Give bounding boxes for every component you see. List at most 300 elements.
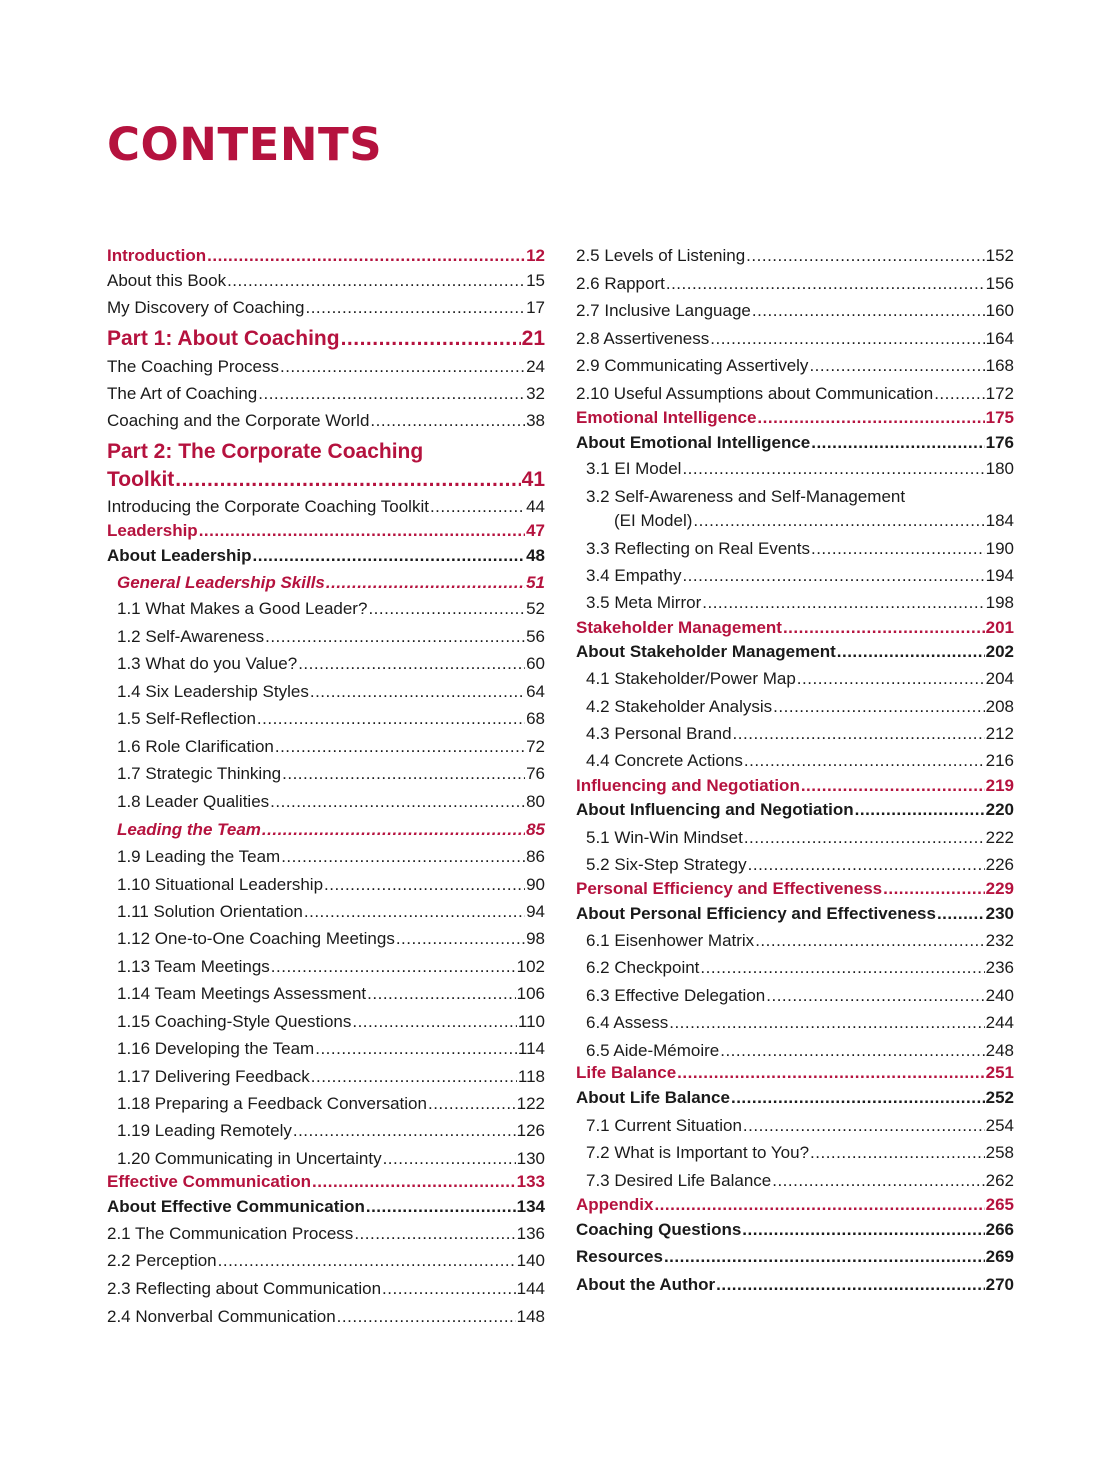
toc-entry-label: 2.10 Useful Assumptions about Communication <box>576 384 934 403</box>
dot-leader <box>752 302 985 319</box>
toc-entry-label: 3.1 EI Model <box>586 459 682 478</box>
dot-leader <box>352 1013 517 1030</box>
page-title: CONTENTS <box>107 118 383 171</box>
toc-entry-label: About Life Balance <box>576 1088 730 1107</box>
toc-entry <box>576 512 1014 529</box>
toc-entry-label: About Stakeholder Management <box>576 642 836 661</box>
dot-leader <box>731 1089 985 1106</box>
toc-about-entry <box>576 801 1014 818</box>
toc-entry-label: 2.6 Rapport <box>576 274 665 293</box>
toc-page-number: 220 <box>985 800 1014 819</box>
toc-page-number: 152 <box>985 246 1014 265</box>
toc-page-number: 226 <box>985 855 1014 874</box>
toc-page-number: 202 <box>985 642 1014 661</box>
toc-entry-label: 2.5 Levels of Listening <box>576 246 746 265</box>
toc-entry <box>107 385 545 402</box>
toc-entry-label: About this Book <box>107 271 227 290</box>
toc-entry <box>576 959 1014 976</box>
dot-leader <box>783 619 985 636</box>
toc-entry-label: 7.2 What is Important to You? <box>586 1143 810 1162</box>
toc-page-number: 240 <box>985 986 1014 1005</box>
dot-leader <box>716 1276 985 1293</box>
toc-section-heading <box>107 1173 545 1190</box>
dot-leader <box>742 1221 984 1238</box>
toc-page-number: 168 <box>985 356 1014 375</box>
dot-leader <box>218 1252 516 1269</box>
dot-leader <box>258 385 525 402</box>
toc-entry-label: The Coaching Process <box>107 357 279 376</box>
dot-leader <box>304 903 525 920</box>
toc-page-number: 208 <box>985 697 1014 716</box>
toc-entry-label: Appendix <box>576 1195 654 1214</box>
toc-about-entry <box>576 1276 1014 1293</box>
dot-leader <box>207 247 525 264</box>
toc-entry <box>576 1042 1014 1059</box>
dot-leader <box>396 930 525 947</box>
toc-entry-label: About Emotional Intelligence <box>576 433 811 452</box>
toc-entry-label: 1.8 Leader Qualities <box>117 792 270 811</box>
toc-entry-label: Resources <box>576 1247 663 1266</box>
dot-leader <box>797 670 985 687</box>
toc-page-number: 160 <box>985 301 1014 320</box>
dot-leader <box>746 247 984 264</box>
toc-page-number: 94 <box>526 902 545 921</box>
dot-leader <box>275 738 525 755</box>
toc-entry-label: 1.9 Leading the Team <box>117 847 281 866</box>
toc-entry-label: 3.4 Empathy <box>586 566 682 585</box>
toc-page-number: 251 <box>985 1063 1014 1082</box>
toc-entry-label: 1.11 Solution Orientation <box>117 902 303 921</box>
toc-section-heading <box>107 247 545 264</box>
toc-page-number: 17 <box>526 298 545 317</box>
toc-entry <box>107 358 545 375</box>
toc-page-number: 140 <box>516 1251 545 1270</box>
toc-entry <box>107 1252 545 1269</box>
toc-entry-label: 2.2 Perception <box>107 1251 217 1270</box>
toc-page-number: 133 <box>516 1172 545 1191</box>
dot-leader <box>280 358 525 375</box>
toc-entry-label: About the Author <box>576 1275 716 1294</box>
toc-entry <box>107 299 545 316</box>
toc-entry-label: 1.15 Coaching-Style Questions <box>117 1012 352 1031</box>
dot-leader <box>227 272 525 289</box>
toc-entry-label: 5.2 Six-Step Strategy <box>586 855 747 874</box>
toc-page-number: 216 <box>985 751 1014 770</box>
toc-page-number: 144 <box>516 1279 545 1298</box>
toc-entry-label: 1.5 Self-Reflection <box>117 709 256 728</box>
toc-entry <box>576 670 1014 687</box>
dot-leader <box>337 1308 516 1325</box>
toc-page-number: 270 <box>985 1275 1014 1294</box>
dot-leader <box>669 1014 984 1031</box>
toc-page-number: 236 <box>985 958 1014 977</box>
toc-about-entry <box>107 1198 545 1215</box>
toc-page-number: 110 <box>517 1012 545 1031</box>
toc-page-number: 80 <box>526 792 545 811</box>
toc-entry-label: My Discovery of Coaching <box>107 298 305 317</box>
dot-leader <box>262 821 525 838</box>
dot-leader <box>772 1172 984 1189</box>
dot-leader <box>855 801 985 818</box>
toc-page-number: 248 <box>985 1041 1014 1060</box>
dot-leader <box>666 275 985 292</box>
toc-page-number: 269 <box>985 1247 1014 1266</box>
toc-page-number: 47 <box>526 521 545 540</box>
toc-page-number: 60 <box>526 654 545 673</box>
toc-page-number: 90 <box>526 875 545 894</box>
toc-part-heading <box>107 441 545 462</box>
toc-part-heading <box>107 469 545 490</box>
toc-page-number: 72 <box>526 737 545 756</box>
dot-leader <box>312 1173 516 1190</box>
dot-leader <box>271 958 516 975</box>
toc-section-heading <box>107 522 545 539</box>
toc-entry-label: 6.1 Eisenhower Matrix <box>586 931 755 950</box>
toc-entry <box>107 498 545 515</box>
toc-entry <box>576 594 1014 611</box>
toc-entry-label: 1.13 Team Meetings <box>117 957 270 976</box>
toc-entry <box>576 385 1014 402</box>
toc-entry <box>107 600 545 617</box>
toc-entry <box>107 683 545 700</box>
toc-page-number: 201 <box>985 618 1014 637</box>
dot-leader <box>744 752 985 769</box>
toc-page-number: 175 <box>985 408 1014 427</box>
toc-about-entry <box>576 643 1014 660</box>
dot-leader <box>811 540 985 557</box>
toc-page-number: 219 <box>985 776 1014 795</box>
dot-leader <box>748 856 985 873</box>
dot-leader <box>305 299 525 316</box>
toc-page-number: 48 <box>526 546 545 565</box>
dot-leader <box>370 412 525 429</box>
dot-leader <box>809 357 984 374</box>
toc-page-number: 51 <box>526 573 545 592</box>
toc-page-number: 32 <box>526 384 545 403</box>
toc-entry-label: 1.12 One-to-One Coaching Meetings <box>117 929 395 948</box>
toc-page-number: 222 <box>985 828 1014 847</box>
toc-entry-label: 1.7 Strategic Thinking <box>117 764 282 783</box>
dot-leader <box>702 594 984 611</box>
toc-page-number: 176 <box>985 433 1014 452</box>
toc-section-heading <box>576 1064 1014 1081</box>
toc-entry <box>576 1172 1014 1189</box>
toc-entry-label: Introduction <box>107 246 207 265</box>
dot-leader <box>755 932 984 949</box>
toc-entry-label: 6.3 Effective Delegation <box>586 986 766 1005</box>
toc-entry-label: Influencing and Negotiation <box>576 776 800 795</box>
toc-page-number: 156 <box>985 274 1014 293</box>
dot-leader <box>282 765 525 782</box>
toc-entry-label: 2.4 Nonverbal Communication <box>107 1307 336 1326</box>
toc-entry <box>107 1225 545 1242</box>
toc-about-entry <box>576 1221 1014 1238</box>
toc-section-heading <box>576 619 1014 636</box>
toc-entry <box>107 412 545 429</box>
toc-entry-label: General Leadership Skills <box>117 573 325 592</box>
toc-page-number: 232 <box>985 931 1014 950</box>
toc-entry-label: About Leadership <box>107 546 252 565</box>
toc-entry-label: 1.20 Communicating in Uncertainty <box>117 1149 382 1168</box>
toc-page-number: 106 <box>516 984 545 1003</box>
toc-entry-label: 4.4 Concrete Actions <box>586 751 743 770</box>
toc-entry <box>107 985 545 1002</box>
toc-page-number: 52 <box>526 599 545 618</box>
toc-entry <box>107 738 545 755</box>
toc-section-heading <box>576 1196 1014 1213</box>
toc-entry <box>576 540 1014 557</box>
toc-entry-label: Introducing the Corporate Coaching Toolkit <box>107 497 429 516</box>
toc-entry-label: 5.1 Win-Win Mindset <box>586 828 743 847</box>
dot-leader <box>693 512 984 529</box>
toc-page-number: 44 <box>526 497 545 516</box>
toc-entry-label: 7.3 Desired Life Balance <box>586 1171 772 1190</box>
toc-about-entry <box>576 1248 1014 1265</box>
dot-leader <box>382 1280 516 1297</box>
dot-leader <box>682 567 984 584</box>
toc-page-number: 68 <box>526 709 545 728</box>
dot-leader <box>428 1095 516 1112</box>
toc-section-heading <box>576 880 1014 897</box>
toc-entry-label: 7.1 Current Situation <box>586 1116 742 1135</box>
toc-entry <box>107 1040 545 1057</box>
toc-entry <box>576 987 1014 1004</box>
toc-entry-label: Emotional Intelligence <box>576 408 757 427</box>
toc-page-number: 265 <box>985 1195 1014 1214</box>
dot-leader <box>199 522 525 539</box>
toc-subsection-heading <box>107 574 545 591</box>
dot-leader <box>710 330 984 347</box>
dot-leader <box>341 328 521 349</box>
toc-entry-label: 1.19 Leading Remotely <box>117 1121 292 1140</box>
toc-entry <box>107 1122 545 1139</box>
toc-page-number: 252 <box>985 1088 1014 1107</box>
toc-entry <box>107 1068 545 1085</box>
dot-leader <box>733 725 985 742</box>
toc-entry <box>107 793 545 810</box>
toc-entry <box>107 930 545 947</box>
toc-entry-label: Coaching Questions <box>576 1220 742 1239</box>
toc-entry-label: 1.14 Team Meetings Assessment <box>117 984 367 1003</box>
dot-leader <box>293 1122 516 1139</box>
toc-entry-label: 1.18 Preparing a Feedback Conversation <box>117 1094 427 1113</box>
dot-leader <box>354 1225 515 1242</box>
dot-leader <box>937 905 985 922</box>
toc-page-number: 122 <box>516 1094 545 1113</box>
toc-entry-label: Stakeholder Management <box>576 618 782 637</box>
toc-entry <box>107 1150 545 1167</box>
toc-page-number: 258 <box>985 1143 1014 1162</box>
toc-entry-label: About Influencing and Negotiation <box>576 800 854 819</box>
dot-leader <box>801 777 985 794</box>
toc-entry <box>576 752 1014 769</box>
toc-entry-label: 1.6 Role Clarification <box>117 737 274 756</box>
toc-entry <box>107 1308 545 1325</box>
dot-leader <box>367 985 515 1002</box>
dot-leader <box>664 1248 985 1265</box>
toc-entry <box>576 275 1014 292</box>
toc-entry <box>576 698 1014 715</box>
toc-entry <box>107 876 545 893</box>
toc-entry-label: 3.2 Self-Awareness and Self-Management <box>586 487 906 506</box>
toc-entry <box>107 710 545 727</box>
toc-entry <box>576 1144 1014 1161</box>
toc-entry <box>576 247 1014 264</box>
toc-entry-label: 1.2 Self-Awareness <box>117 627 265 646</box>
toc-entry-label: Leading the Team <box>117 820 261 839</box>
toc-entry-label: 1.10 Situational Leadership <box>117 875 324 894</box>
toc-page-number: 21 <box>521 327 545 350</box>
toc-page-number: 190 <box>985 539 1014 558</box>
dot-leader <box>324 876 525 893</box>
toc-page-number: 126 <box>516 1121 545 1140</box>
toc-page-number: 212 <box>985 724 1014 743</box>
toc-entry-label: 6.5 Aide-Mémoire <box>586 1041 720 1060</box>
toc-entry-label: 2.3 Reflecting about Communication <box>107 1279 382 1298</box>
dot-leader <box>743 1117 985 1134</box>
dot-leader <box>368 600 525 617</box>
dot-leader <box>310 683 525 700</box>
dot-leader <box>311 1068 517 1085</box>
dot-leader <box>298 655 525 672</box>
toc-entry <box>576 932 1014 949</box>
dot-leader <box>281 848 525 865</box>
toc-page-number: 98 <box>526 929 545 948</box>
toc-entry-label: 1.17 Delivering Feedback <box>117 1067 310 1086</box>
toc-entry-label: 3.5 Meta Mirror <box>586 593 702 612</box>
dot-leader <box>315 1040 517 1057</box>
dot-leader <box>654 1196 984 1213</box>
toc-page-number: 118 <box>517 1067 545 1086</box>
dot-leader <box>430 498 525 515</box>
toc-entry <box>107 1280 545 1297</box>
toc-page-number: 41 <box>521 468 545 491</box>
toc-page-number: 114 <box>517 1039 545 1058</box>
toc-entry-label: Effective Communication <box>107 1172 312 1191</box>
toc-page-number: 172 <box>985 384 1014 403</box>
toc-section-heading <box>576 409 1014 426</box>
toc-entry <box>107 903 545 920</box>
toc-page-number: 76 <box>526 764 545 783</box>
toc-entry-label: Personal Efficiency and Effectiveness <box>576 879 883 898</box>
toc-page-number: 254 <box>985 1116 1014 1135</box>
toc-entry-label: 6.2 Checkpoint <box>586 958 700 977</box>
toc-entry-label: 1.4 Six Leadership Styles <box>117 682 309 701</box>
dot-leader <box>720 1042 984 1059</box>
toc-entry-label: Leadership <box>107 521 198 540</box>
dot-leader <box>837 643 985 660</box>
toc-entry-label: (EI Model) <box>614 511 693 530</box>
toc-entry-label: Coaching and the Corporate World <box>107 411 370 430</box>
toc-entry-label: 2.7 Inclusive Language <box>576 301 751 320</box>
toc-entry <box>107 1095 545 1112</box>
toc-entry <box>576 856 1014 873</box>
toc-page-number: 12 <box>526 246 545 265</box>
toc-entry-label: Part 2: The Corporate Coaching <box>107 440 424 463</box>
toc-page-number: 130 <box>516 1149 545 1168</box>
toc-page-number: 184 <box>985 511 1014 530</box>
dot-leader <box>257 710 525 727</box>
toc-entry <box>107 272 545 289</box>
toc-entry-label: 2.8 Assertiveness <box>576 329 710 348</box>
toc-entry <box>107 655 545 672</box>
toc-about-entry <box>576 434 1014 451</box>
toc-entry-label: About Effective Communication <box>107 1197 365 1216</box>
toc-about-entry <box>107 547 545 564</box>
toc-entry <box>107 848 545 865</box>
toc-page-number: 56 <box>526 627 545 646</box>
dot-leader <box>811 434 984 451</box>
toc-entry <box>576 488 1014 505</box>
dot-leader <box>383 1150 516 1167</box>
dot-leader <box>265 628 525 645</box>
toc-page-number: 229 <box>985 879 1014 898</box>
toc-entry-label: Life Balance <box>576 1063 677 1082</box>
dot-leader <box>744 829 985 846</box>
toc-page-number: 148 <box>516 1307 545 1326</box>
toc-about-entry <box>576 1089 1014 1106</box>
toc-page-number: 244 <box>985 1013 1014 1032</box>
dot-leader <box>366 1198 516 1215</box>
dot-leader <box>883 880 985 897</box>
toc-entry <box>576 302 1014 319</box>
toc-page-number: 24 <box>526 357 545 376</box>
toc-page-number: 164 <box>985 329 1014 348</box>
toc-page-number: 230 <box>985 904 1014 923</box>
toc-page-number: 64 <box>526 682 545 701</box>
toc-entry-label: Part 1: About Coaching <box>107 327 340 350</box>
toc-page-number: 194 <box>985 566 1014 585</box>
toc-page-number: 86 <box>526 847 545 866</box>
dot-leader <box>677 1064 984 1081</box>
toc-entry <box>107 765 545 782</box>
toc-entry <box>107 958 545 975</box>
dot-leader <box>270 793 525 810</box>
toc-page-number: 134 <box>516 1197 545 1216</box>
toc-entry <box>107 628 545 645</box>
toc-section-heading <box>576 777 1014 794</box>
dot-leader <box>810 1144 985 1161</box>
toc-entry-label: About Personal Efficiency and Effectiveness <box>576 904 936 923</box>
toc-entry-label: 1.16 Developing the Team <box>117 1039 315 1058</box>
toc-entry <box>576 725 1014 742</box>
toc-page-number: 262 <box>985 1171 1014 1190</box>
toc-page-number: 102 <box>516 957 545 976</box>
toc-entry-label: 1.3 What do you Value? <box>117 654 298 673</box>
dot-leader <box>773 698 984 715</box>
dot-leader <box>766 987 984 1004</box>
toc-entry-label: The Art of Coaching <box>107 384 258 403</box>
toc-subsection-heading <box>107 821 545 838</box>
toc-entry-label: 4.1 Stakeholder/Power Map <box>586 669 796 688</box>
dot-leader <box>326 574 525 591</box>
toc-page-number: 38 <box>526 411 545 430</box>
toc-about-entry <box>576 905 1014 922</box>
toc-page-number: 85 <box>526 820 545 839</box>
toc-entry <box>576 1014 1014 1031</box>
toc-part-heading <box>107 328 545 349</box>
dot-leader <box>757 409 984 426</box>
dot-leader <box>934 385 984 402</box>
toc-entry <box>576 567 1014 584</box>
toc-entry-label: 4.3 Personal Brand <box>586 724 732 743</box>
toc-entry <box>576 1117 1014 1134</box>
toc-entry-label: 3.3 Reflecting on Real Events <box>586 539 810 558</box>
toc-entry <box>576 330 1014 347</box>
dot-leader <box>700 959 984 976</box>
toc-page-number: 266 <box>985 1220 1014 1239</box>
toc-page-number: 180 <box>985 459 1014 478</box>
